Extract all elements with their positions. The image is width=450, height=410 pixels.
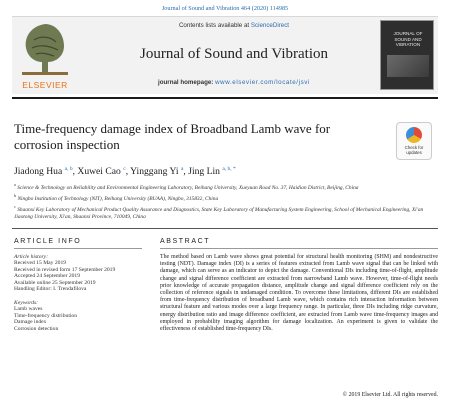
author-name[interactable]: Yinggang Yi [130,166,179,178]
affiliation-marker: a [14,182,16,187]
homepage-link[interactable]: www.elsevier.com/locate/jsvi [215,79,310,86]
keyword-item[interactable]: Time-frequency distribution [14,312,78,319]
cover-title: JOURNAL OF SOUND AND VIBRATION [393,31,423,48]
history-entry: Received 15 May 2019 [14,260,67,267]
keyword-item[interactable]: Damage index [14,319,47,326]
history-entry: Accepted 24 September 2019 [14,273,81,280]
check-updates-icon [406,127,422,143]
history-entry: Handling Editor: I. Trendafilova [14,286,87,293]
author-name[interactable]: Xuwei Cao [77,166,121,178]
check-updates-line2: updates [406,150,422,155]
affiliation-text: Shaanxi Key Laboratory of Mechanical Product Quality Assurance and Diagnostics, State Key Laboratory of Manufacturing System Engineering, School of Mechanical Engineering, Xi'an Jiaotong University, Xi'an, Shaanxi Province, 710049, China [14,206,424,220]
journal-cover-thumbnail[interactable] [380,20,434,90]
contents-line [94,22,374,29]
elsevier-tree-logo [14,18,76,78]
affiliation-item [14,203,434,221]
author-name[interactable]: Jiadong Hua [14,166,63,178]
author-list: Jiadong Hua $^{a, b}$, Xuwei Cao $^c$, Yinggang Yi $^a$, Jing Lin $^{a, b, *}$ [14,166,236,178]
check-updates-line1: Check for [404,145,424,150]
check-for-updates-button[interactable] [396,122,432,160]
history-entry: Received in revised form 17 September 2019 [14,266,116,273]
sciencedirect-link[interactable]: ScienceDirect [250,22,290,29]
author-affil-marker[interactable]: c [123,166,126,172]
contents-prefix: Contents lists available at [178,22,251,29]
affiliation-marker: b [14,193,17,198]
homepage-label: journal homepage: [158,79,214,86]
author-name[interactable]: Jing Lin [188,166,220,178]
affiliation-item [14,181,434,192]
journal-name[interactable]: Journal of Sound and Vibration [140,46,328,62]
author-affil-marker[interactable]: a [180,166,184,172]
abstract-heading: ABSTRACT [160,238,211,245]
affiliation-text: Ningbo Institution of Technology (NIT), Beihang University (BUAA), Ningbo, 315832, China [17,195,219,202]
homepage-line [94,79,374,86]
history-entry: Available online 25 September 2019 [14,279,96,286]
affiliation-marker: c [14,204,16,209]
abstract-body: The method based on Lamb wave shows great potential for structural health monitoring (SHM) and nondestructive testing (NDT). Damage index (DI) is a series of features extracted from Lamb wave signal that can be linked with damage, which can serve as an indicator to depict the damage. Conventional DIs including time-of-flight, amplitude change and signal difference coefficient are extracted from narrowband Lamb wave. However, time-of-flight needs prior knowledge of accurate propagation distance, amplitude change and signal difference coefficient rely on the collection of reference signals in undamaged condition. To overcome these limitations, different DIs are established from time-frequency distribution of broadband Lamb wave, which contains rich interaction information between structural feature and various modes over a large frequency range. In particular, three DIs including ridge curvature, energy distribution ratio and image difference coefficient, are extracted from Lamb wave time-frequency images and employed in probability imaging algorithm for damage localization. An experiment is given to validate the effectiveness of established time-frequency DIs. [160,254,438,333]
keyword-item[interactable]: Lamb waves [14,306,43,313]
article-title: Time-frequency damage index of Broadband Lamb wave for corrosion inspection [14,121,331,152]
affiliation-item [14,192,434,203]
copyright-notice: © 2019 Elsevier Ltd. All rights reserved. [342,392,438,398]
cover-image [387,55,429,77]
history-title: Article history: [14,254,49,260]
affiliations [14,181,434,221]
elsevier-wordmark: ELSEVIER [22,80,68,90]
keyword-item[interactable]: Corrosion detection [14,325,59,332]
article-info-underline [14,248,142,249]
author-affil-marker[interactable]: a, b, * [222,166,236,172]
author-affil-marker[interactable]: a, b [64,166,73,172]
header-divider [12,97,438,99]
keywords-title: Keywords: [14,300,39,306]
article-history [14,254,142,292]
affiliation-divider [12,228,438,229]
journal-citation[interactable]: Journal of Sound and Vibration 464 (2020) 114985 [161,5,289,12]
article-info-heading: ARTICLE INFO [14,238,82,245]
abstract-underline [160,248,438,249]
keywords-block [14,300,142,332]
affiliation-text: Science & Technology on Reliability and Environmental Engineering Laboratory, Beihang University, Xueyuan Road No. 37, Haidian District, Beijing, China [17,184,359,191]
